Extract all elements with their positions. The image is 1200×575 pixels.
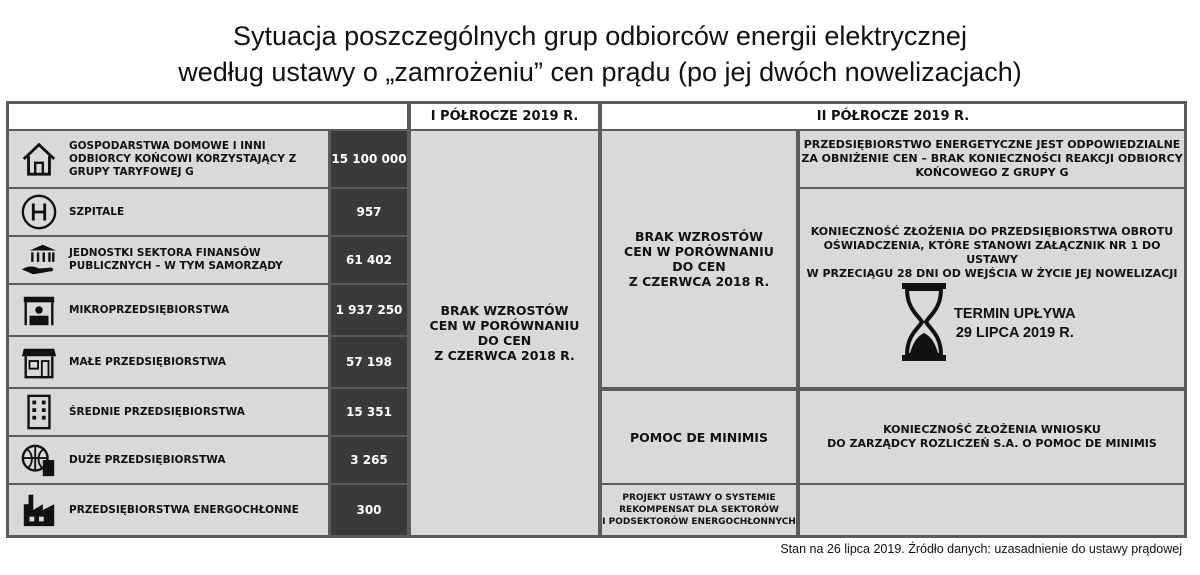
group-count-small: 57 198 xyxy=(331,337,407,387)
group-name-label: PRZEDSIĘBIORSTWA ENERGOCHŁONNE xyxy=(69,503,299,516)
text-line: PROJEKT USTAWY O SYSTEMIE xyxy=(622,493,776,503)
hourglass-icon xyxy=(902,283,946,365)
title-line-1: Sytuacja poszczególnych grup odbiorców energii elektrycznej xyxy=(233,21,967,51)
group-name-label: MAŁE PRZEDSIĘBIORSTWA xyxy=(69,355,226,368)
text-line: PRZEDSIĘBIORSTWO ENERGETYCZNE JEST ODPOWIEDZIALNE xyxy=(803,138,1181,151)
text-line: W PRZECIĄGU 28 DNI OD WEJŚCIA W ŻYCIE JEJ NOWELIZACJI xyxy=(806,267,1178,280)
text-line: OŚWIADCZENIA, KTÓRE STANOWI ZAŁĄCZNIK NR 1 DO USTAWY xyxy=(823,239,1161,266)
office-building-icon xyxy=(19,392,59,432)
group-micro xyxy=(9,285,328,335)
text-line: Z CZERWCA 2018 R. xyxy=(434,348,575,363)
header-second-half: II PÓŁROCZE 2019 R. xyxy=(602,104,1184,129)
source-note: Stan na 26 lipca 2019. Źródło danych: uzasadnienie do ustawy prądowej xyxy=(780,542,1182,556)
text-line: Z CZERWCA 2018 R. xyxy=(628,274,770,289)
group-count-micro: 1 937 250 xyxy=(331,285,407,335)
second-half-minimis-application xyxy=(800,391,1184,483)
group-name-label: MIKROPRZEDSIĘBIORSTWA xyxy=(69,303,230,316)
second-half-empty xyxy=(800,485,1184,535)
deadline-notice xyxy=(902,283,1172,365)
second-half-household-info xyxy=(800,131,1184,187)
group-count-medium: 15 351 xyxy=(331,389,407,435)
text-line: BRAK WZROSTÓW xyxy=(635,229,763,244)
text-line: BRAK WZROSTÓW xyxy=(440,303,569,318)
text-line: KONIECZNOŚĆ ZŁOŻENIA WNIOSKU xyxy=(883,423,1101,436)
house-icon xyxy=(19,139,59,179)
header-empty xyxy=(9,104,407,129)
page-title xyxy=(0,18,1200,90)
second-half-de-minimis: POMOC DE MINIMIS xyxy=(602,391,796,483)
group-name-label: JEDNOSTKI SEKTORA FINANSÓW PUBLICZNYCH – W TYM SAMORZĄDY xyxy=(69,247,283,272)
group-large xyxy=(9,437,328,483)
text-line: DO CEN xyxy=(477,333,532,348)
group-medium xyxy=(9,389,328,435)
group-households xyxy=(9,131,328,187)
globe-building-icon xyxy=(19,440,59,480)
group-count-households: 15 100 000 xyxy=(331,131,407,187)
group-name-label: DUŻE PRZEDSIĘBIORSTWA xyxy=(69,453,226,466)
group-name-label: ŚREDNIE PRZEDSIĘBIORSTWA xyxy=(69,405,245,418)
text-line: REKOMPENSAT DLA SEKTORÓW xyxy=(619,505,779,515)
public-finance-icon xyxy=(19,240,59,280)
header-first-half: I PÓŁROCZE 2019 R. xyxy=(411,104,598,129)
factory-icon xyxy=(19,490,59,530)
group-count-large: 3 265 xyxy=(331,437,407,483)
market-stall-icon xyxy=(19,290,59,330)
shop-icon xyxy=(19,342,59,382)
first-half-no-increase xyxy=(411,131,598,535)
group-count-energy-intensive: 300 xyxy=(331,485,407,535)
text-line: CEN W PORÓWNANIU xyxy=(624,244,774,259)
text-line: I PODSEKTORÓW ENERGOCHŁONNYCH xyxy=(602,517,796,527)
text-line: KONIECZNOŚĆ ZŁOŻENIA DO PRZEDSIĘBIORSTWA OBROTU xyxy=(810,225,1174,238)
text-line: DO ZARZĄDCY ROZLICZEŃ S.A. O POMOC DE MINIMIS xyxy=(827,437,1157,450)
group-hospitals xyxy=(9,189,328,235)
text-line: KOŃCOWEGO Z GRUPY G xyxy=(915,166,1069,179)
second-half-compensation-bill xyxy=(602,485,796,535)
group-name-label: GOSPODARSTWA DOMOWE I INNI ODBIORCY KOŃCOWI KORZYSTAJĄCY Z GRUPY TARYFOWEJ G xyxy=(69,139,297,178)
group-count-hospitals: 957 xyxy=(331,189,407,235)
text-line: ZA OBNIŻENIE CEN – BRAK KONIECZNOŚCI REAKCJI ODBIORCY xyxy=(801,152,1183,165)
second-half-no-increase xyxy=(602,131,796,387)
group-small xyxy=(9,337,328,387)
deadline-label: TERMIN UPŁYWA xyxy=(954,306,1076,322)
group-name-label: SZPITALE xyxy=(69,205,125,218)
hospital-icon xyxy=(19,192,59,232)
group-public-finance xyxy=(9,237,328,283)
text-line: CEN W PORÓWNANIU xyxy=(429,318,580,333)
title-line-2: według ustawy o „zamrożeniu” cen prądu (po jej dwóch nowelizacjach) xyxy=(178,57,1022,87)
text-line: DO CEN xyxy=(672,259,726,274)
group-energy-intensive xyxy=(9,485,328,535)
deadline-date: 29 LIPCA 2019 R. xyxy=(955,325,1074,341)
group-count-public-finance: 61 402 xyxy=(331,237,407,283)
